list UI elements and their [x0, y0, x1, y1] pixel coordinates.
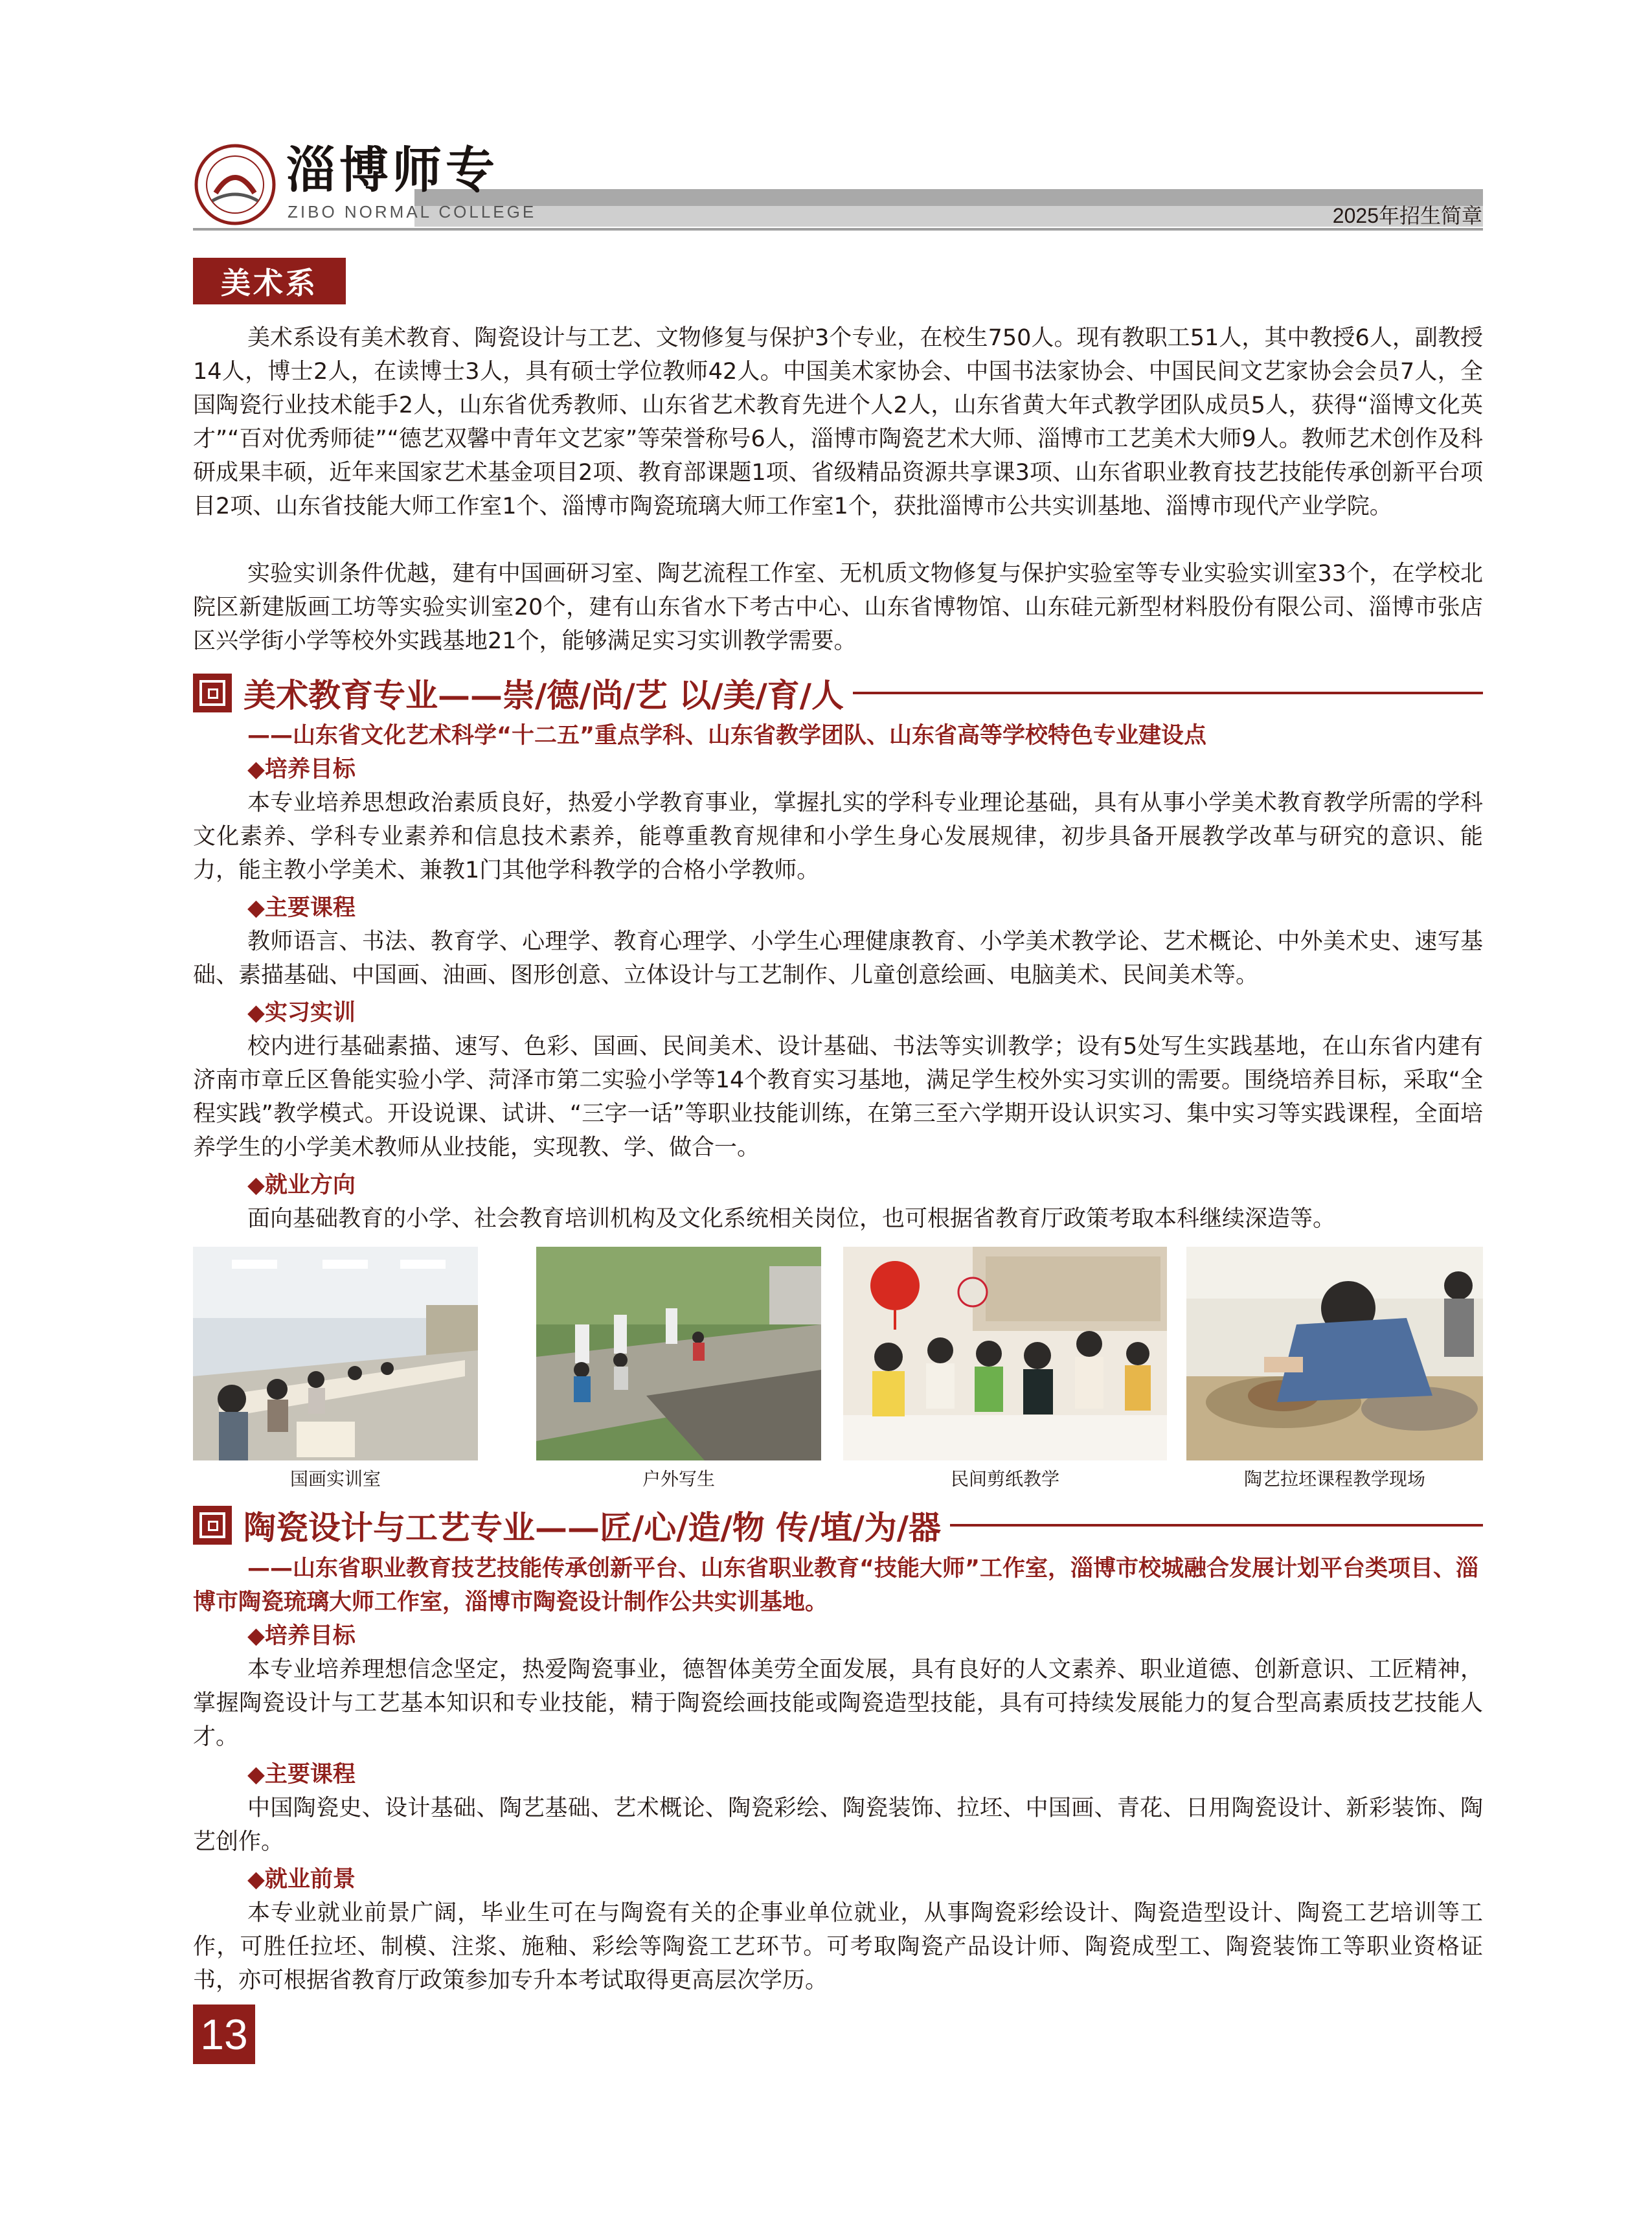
photo-chinese-painting-studio — [193, 1247, 478, 1460]
employment-text: 面向基础教育的小学、社会教育培训机构及文化系统相关岗位，也可根据省教育厅政策考取本科继续深造等。 — [247, 1206, 1336, 1232]
college-emblem-icon — [193, 142, 277, 227]
header-band-lower — [414, 206, 1483, 227]
major-title: 美术教育专业——崇/德/尚/艺 以/美/育/人 — [243, 676, 844, 714]
department-title: 美术系 — [193, 258, 346, 304]
major-honors-note: ——山东省职业教育技艺技能传承创新平台、山东省职业教育“技能大师”工作室，淄博市校城融合发展计划平台类项目、淄博市陶瓷琉璃大师工作室，淄博市陶瓷设计制作公共实训基地。 — [193, 1556, 1479, 1615]
goal-text: 本专业培养理想信念坚定，热爱陶瓷事业，德智体美劳全面发展，具有良好的人文素养、职业道德、创新意识、工匠精神，掌握陶瓷设计与工艺基本知识和专业技能，精于陶瓷绘画技能或陶瓷造型技能，具有可持续发展能力的复合型高素质技艺技能人才。 — [193, 1657, 1483, 1750]
major-honors-note: ——山东省文化艺术科学“十二五”重点学科、山东省教学团队、山东省高等学校特色专业建设点 — [247, 723, 1207, 749]
prospects-text: 本专业就业前景广阔，毕业生可在与陶瓷有关的企事业单位就业，从事陶瓷彩绘设计、陶瓷造型设计、陶瓷工艺培训等工作，可胜任拉坯、制模、注浆、施釉、彩绘等陶瓷工艺环节。可考取陶瓷产品设计师、陶瓷成型工、陶瓷装饰工等职业资格证书，亦可根据省教育厅政策参加专升本考试取得更高层次学历。 — [193, 1900, 1483, 1993]
photo-caption: 陶艺拉坯课程教学现场 — [1243, 1468, 1425, 1490]
courses-text: 教师语言、书法、教育学、心理学、教育心理学、小学生心理健康教育、小学美术教学论、艺术概论、中外美术史、速写基础、素描基础、中国画、油画、图形创意、立体设计与工艺制作、儿童创意绘画、电脑美术、民间美术等。 — [193, 929, 1483, 988]
art-education-content — [193, 719, 1483, 1236]
goal-text: 本专业培养思想政治素质良好，热爱小学教育事业，掌握扎实的学科专业理论基础，具有从事小学美术教育教学所需的学科文化素养、学科专业素养和信息技术素养，能尊重教育规律和小学生身心发展规律，初步具备开展教学改革与研究的意识、能力，能主教小学美术、兼教1门其他学科教学的合格小学教师。 — [193, 790, 1483, 883]
section-label-goal: ◆培养目标 — [247, 756, 356, 782]
courses-text: 中国陶瓷史、设计基础、陶艺基础、艺术概论、陶瓷彩绘、陶瓷装饰、拉坯、中国画、青花、日用陶瓷设计、新彩装饰、陶艺创作。 — [193, 1795, 1483, 1855]
major-heading-art-education — [193, 670, 1483, 716]
header-divider — [193, 228, 1483, 231]
section-label-employment: ◆就业方向 — [247, 1172, 356, 1198]
brochure-title: 2025年招生简章 — [1332, 204, 1482, 227]
department-intro-paragraph-1: 美术系设有美术教育、陶瓷设计与工艺、文物修复与保护3个专业，在校生750人。现有教职工51人，其中教授6人，副教授14人，博士2人，在读博士3人，具有硕士学位教师42人。中国美术家协会、中国书法家协会、中国民间文艺家协会会员7人，全国陶瓷行业技术能手2人，山东省优秀教师、山东省艺术教育先进个人2人，山东省黄大年式教学团队成员5人，获得“淄博文化英才”“百对优秀师徒”“德艺双馨中青年文艺家”等荣誉称号6人，淄博市陶瓷艺术大师、淄博市工艺美术大师9人。教师艺术创作及科研成果丰硕，近年来国家艺术基金项目2项、教育部课题1项、省级精品资源共享课3项、山东省职业教育技艺技能传承创新平台项目2项、山东省技能大师工作室1个、淄博市陶瓷琉璃大师工作室1个，获批淄博市公共实训基地、淄博市现代产业学院。 — [193, 325, 1483, 519]
ceramic-design-content — [193, 1552, 1483, 1997]
section-square-icon — [193, 674, 232, 712]
major-title: 陶瓷设计与工艺专业——匠/心/造/物 传/埴/为/器 — [243, 1508, 941, 1547]
photo-caption: 民间剪纸教学 — [950, 1468, 1059, 1490]
page-number: 13 — [193, 2005, 255, 2064]
section-square-icon — [193, 1506, 232, 1545]
college-logo-subtitle: ZIBO NORMAL COLLEGE — [288, 202, 537, 221]
heading-rule — [853, 692, 1483, 694]
photo-caption: 国画实训室 — [289, 1468, 381, 1490]
section-label-practice: ◆实习实训 — [247, 1000, 356, 1026]
heading-rule — [950, 1524, 1483, 1527]
college-logo-text: 淄博师专 — [286, 141, 499, 199]
department-intro-paragraph-2: 实验实训条件优越，建有中国画研习室、陶艺流程工作室、无机质文物修复与保护实验室等专业实验实训室33个，在学校北院区新建版画工坊等实验实训室20个，建有山东省水下考古中心、山东省博物馆、山东硅元新型材料股份有限公司、淄博市张店区兴学街小学等校外实践基地21个，能够满足实习实训教学需要。 — [193, 561, 1483, 654]
section-label-goal: ◆培养目标 — [247, 1623, 356, 1649]
photo-caption: 户外写生 — [642, 1468, 715, 1490]
section-label-courses: ◆主要课程 — [247, 895, 356, 921]
photo-folk-papercut-class — [843, 1247, 1167, 1460]
photo-ceramic-throwing-class — [1186, 1247, 1483, 1460]
section-label-courses: ◆主要课程 — [247, 1762, 356, 1788]
photo-outdoor-sketching — [536, 1247, 821, 1460]
header-band-upper — [414, 189, 1483, 206]
major-heading-ceramic-design — [193, 1503, 1483, 1548]
section-label-prospects: ◆就业前景 — [247, 1867, 356, 1892]
practice-text: 校内进行基础素描、速写、色彩、国画、民间美术、设计基础、书法等实训教学；设有5处写生实践基地，在山东省内建有济南市章丘区鲁能实验小学、菏泽市第二实验小学等14个教育实习基地，满足学生校外实习实训的需要。围绕培养目标，采取“全程实践”教学模式。开设说课、试讲、“三字一话”等职业技能训练，在第三至六学期开设认识实习、集中实习等实践课程，全面培养学生的小学美术教师从业技能，实现教、学、做合一。 — [193, 1034, 1483, 1161]
